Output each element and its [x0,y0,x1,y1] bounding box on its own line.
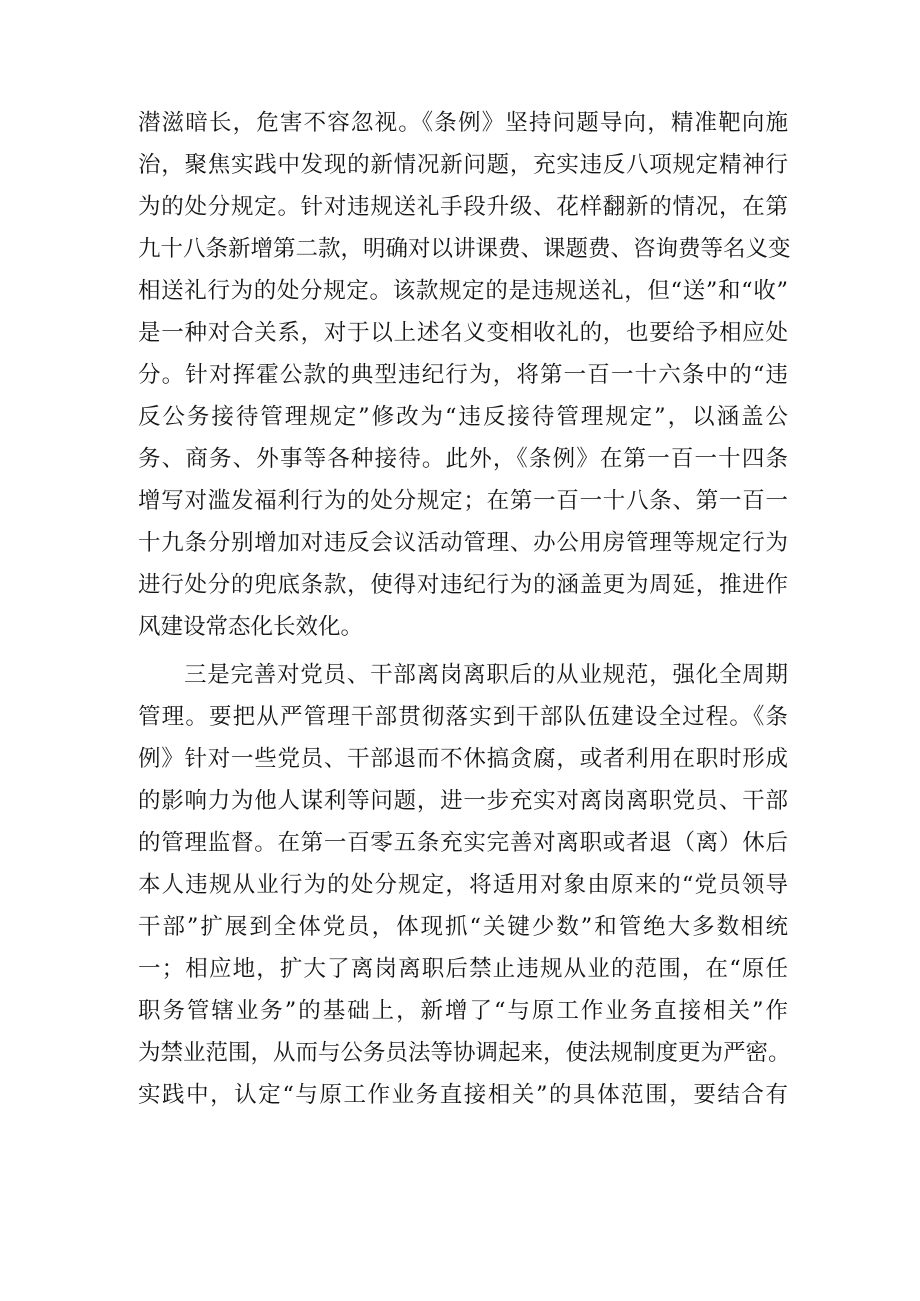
text-line: 相送礼行为的处分规定。该款规定的是违规送礼，但“送”和“收” [138,278,788,304]
text-line: 职务管辖业务”的基础上，新增了“与原工作业务直接相关”作 [138,998,788,1024]
text-line: 一；相应地，扩大了离岗离职后禁止违规从业的范围，在“原任 [138,956,788,982]
text-line: 进行处分的兜底条款，使得对违纪行为的涵盖更为周延，推进作 [138,572,788,598]
text-line: 的影响力为他人谋利等问题，进一步充实对离岗离职党员、干部 [138,788,788,814]
text-line: 例》针对一些党员、干部退而不休搞贪腐，或者利用在职时形成 [138,746,788,772]
text-line: 为禁业范围，从而与公务员法等协调起来，使法规制度更为严密。 [138,1040,791,1066]
text-line: 治，聚焦实践中发现的新情况新问题，充实违反八项规定精神行 [138,152,788,178]
text-line: 风建设常态化长效化。 [138,614,364,640]
text-line: 干部”扩展到全体党员，体现抓“关键少数”和管绝大多数相统 [138,914,788,940]
text-line: 的管理监督。在第一百零五条充实完善对离职或者退（离）休后 [138,830,788,856]
text-line: 实践中，认定“与原工作业务直接相关”的具体范围，要结合有 [138,1082,788,1108]
text-line: 潜滋暗长，危害不容忽视。《条例》坚持问题导向，精准靶向施 [138,110,788,136]
paragraph-first-line: 三是完善对党员、干部离岗离职后的从业规范，强化全周期 [184,662,788,688]
text-line: 九十八条新增第二款，明确对以讲课费、课题费、咨询费等名义变 [138,236,791,262]
text-line: 为的处分规定。针对违规送礼手段升级、花样翻新的情况，在第 [138,194,788,220]
text-line: 本人违规从业行为的处分规定，将适用对象由原来的“党员领导 [138,872,788,898]
text-line: 分。针对挥霍公款的典型违纪行为，将第一百一十六条中的“违 [138,362,788,388]
text-line: 是一种对合关系，对于以上述名义变相收礼的，也要给予相应处 [138,320,788,346]
text-line: 反公务接待管理规定”修改为“违反接待管理规定”，以涵盖公 [138,404,788,430]
text-line: 管理。要把从严管理干部贯彻落实到干部队伍建设全过程。《条 [138,704,788,730]
text-line: 务、商务、外事等各种接待。此外，《条例》在第一百一十四条 [138,446,788,472]
text-line: 十九条分别增加对违反会议活动管理、办公用房管理等规定行为 [138,530,788,556]
text-line: 增写对滥发福利行为的处分规定；在第一百一十八条、第一百一 [138,488,788,514]
